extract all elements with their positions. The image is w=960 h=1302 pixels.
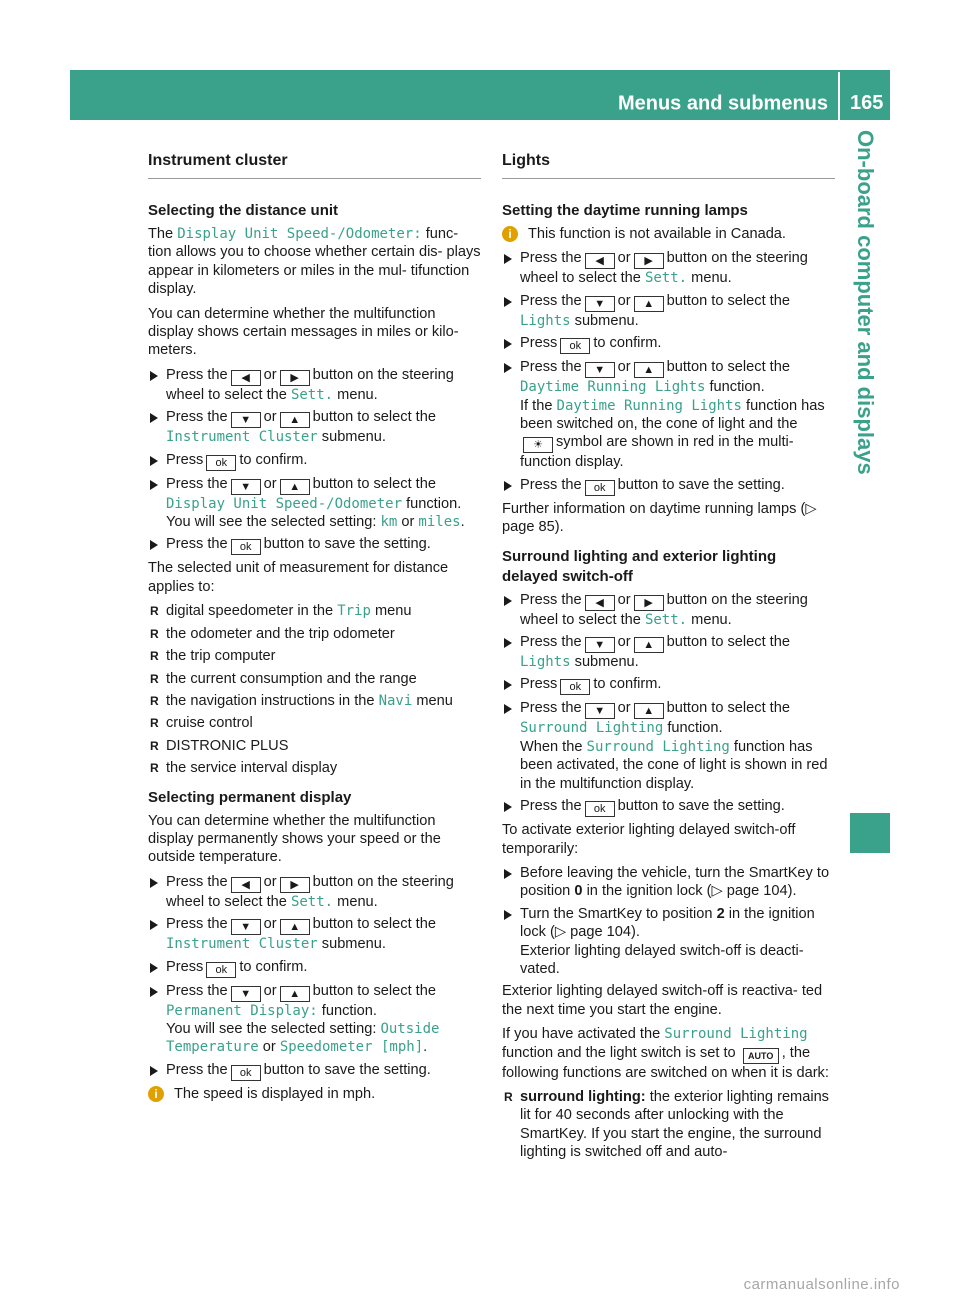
up-arrow-key-icon: ▲ <box>280 412 310 428</box>
section-heading: Lights <box>502 150 835 179</box>
instruction-step: Press the ok button to save the setting. <box>502 797 835 817</box>
list-item: R the service interval display <box>148 759 481 777</box>
instruction-step: Press the ▼ or ▲ button to select the Surround Lighting function. When the Surround Lighting function has been activated, the cone of light is shown in red in the multifunction display. <box>502 699 835 793</box>
header-separator <box>838 72 840 122</box>
instruction-step: Press the ▼ or ▲ button to select the Daytime Running Lights function. If the Daytime Running Lights function has been switched on, the cone of light and the ☀ symbol are shown in red in the multi- function display. <box>502 358 835 472</box>
paragraph: You can determine whether the multifunction display permanently shows your speed or the outside temperature. <box>148 812 441 866</box>
instruction-step: Press the ▼ or ▲ button to select the Lights submenu. <box>502 292 835 330</box>
down-arrow-key-icon: ▼ <box>231 986 261 1002</box>
instruction-step: Press the ◀ or ▶ button on the steering wheel to select the Sett. menu. <box>502 249 835 287</box>
info-icon: i <box>148 1086 164 1102</box>
ok-key-icon: ok <box>585 480 615 496</box>
up-arrow-key-icon: ▲ <box>634 362 664 378</box>
paragraph: The selected unit of measurement for distance applies to: <box>148 560 449 595</box>
info-note: i The speed is displayed in mph. <box>148 1085 481 1103</box>
subsection-title: Surround lighting and exterior lighting delayed switch-off <box>502 547 777 585</box>
menu-item-code: Display Unit Speed-/Odometer: <box>177 226 422 242</box>
list-item: R the current consumption and the range <box>148 670 481 688</box>
ok-key-icon: ok <box>231 1065 261 1081</box>
paragraph: The Display Unit Speed-/Odometer: func- tion allows you to choose whether certain dis- plays appear in kilometers or miles in the mul- tifunction display. <box>148 226 481 298</box>
list-item: R surround lighting: the exterior lighting remains lit for 40 seconds after unlocking with the SmartKey. If you start the engine, the surround lighting is switched off and auto- <box>502 1088 835 1162</box>
list-item: R DISTRONIC PLUS <box>148 737 481 755</box>
instruction-step: Press the ▼ or ▲ button to select the Permanent Display: function. You will see the selected setting: Outside Temperature or Speedometer [mph]. <box>148 982 481 1057</box>
instruction-step: Before leaving the vehicle, turn the SmartKey to position 0 in the ignition lock (▷ page 104). <box>502 864 835 901</box>
paragraph: Exterior lighting delayed switch-off is reactiva- ted the next time you start the engine. <box>502 983 823 1018</box>
right-arrow-key-icon: ▶ <box>634 253 664 269</box>
instruction-step: Press the ◀ or ▶ button on the steering wheel to select the Sett. menu. <box>148 873 481 911</box>
info-note: i This function is not available in Canada. <box>502 225 835 243</box>
header-title <box>550 86 890 122</box>
down-arrow-key-icon: ▼ <box>231 919 261 935</box>
instruction-step: Press the ◀ or ▶ button on the steering wheel to select the Sett. menu. <box>502 591 835 629</box>
instruction-step: Press the ok button to save the setting. <box>502 476 835 496</box>
down-arrow-key-icon: ▼ <box>585 296 615 312</box>
down-arrow-key-icon: ▼ <box>231 479 261 495</box>
subsection-title: Setting the daytime running lamps <box>502 202 748 219</box>
instruction-step: Press the ◀ or ▶ button on the steering wheel to select the Sett. menu. <box>148 366 481 404</box>
subsection-title: Selecting the distance unit <box>148 202 339 219</box>
up-arrow-key-icon: ▲ <box>280 919 310 935</box>
side-tab-label: On-board computer and displays <box>853 130 878 475</box>
down-arrow-key-icon: ▼ <box>585 362 615 378</box>
instruction-step: Press the ▼ or ▲ button to select the Instrument Cluster submenu. <box>148 408 481 446</box>
info-icon: i <box>502 226 518 242</box>
list-item: R digital speedometer in the Trip menu <box>148 602 481 620</box>
ok-key-icon: ok <box>206 962 236 978</box>
instruction-step: Press ok to confirm. <box>148 958 481 978</box>
paragraph: To activate exterior lighting delayed switch-off temporarily: <box>502 822 796 857</box>
down-arrow-key-icon: ▼ <box>231 412 261 428</box>
instruction-step: Turn the SmartKey to position 2 in the ignition lock (▷ page 104). Exterior lighting delayed switch-off is deacti- vated. <box>502 905 835 979</box>
side-tab <box>840 120 890 830</box>
section-heading: Instrument cluster <box>148 150 481 179</box>
left-column <box>148 150 481 1109</box>
right-arrow-key-icon: ▶ <box>280 877 310 893</box>
ok-key-icon: ok <box>560 338 590 354</box>
page-number: 165 <box>850 92 884 115</box>
left-arrow-key-icon: ◀ <box>585 253 615 269</box>
left-arrow-key-icon: ◀ <box>585 595 615 611</box>
down-arrow-key-icon: ▼ <box>585 637 615 653</box>
instruction-step: Press ok to confirm. <box>502 675 835 695</box>
list-item: R cruise control <box>148 714 481 732</box>
instruction-step: Press the ok button to save the setting. <box>148 535 481 555</box>
up-arrow-key-icon: ▲ <box>280 479 310 495</box>
ok-key-icon: ok <box>585 801 615 817</box>
up-arrow-key-icon: ▲ <box>280 986 310 1002</box>
sun-icon: ☀ <box>523 437 553 453</box>
instruction-step: Press the ▼ or ▲ button to select the Display Unit Speed-/Odometer function. You will see the selected setting: km or miles. <box>148 475 481 532</box>
instruction-step: Press ok to confirm. <box>502 334 835 354</box>
list-item: R the navigation instructions in the Navi menu <box>148 692 481 710</box>
up-arrow-key-icon: ▲ <box>634 703 664 719</box>
instruction-step: Press the ▼ or ▲ button to select the Lights submenu. <box>502 633 835 671</box>
instruction-step: Press the ▼ or ▲ button to select the Instrument Cluster submenu. <box>148 915 481 953</box>
paragraph: If you have activated the Surround Lighting function and the light switch is set to AUTO , the following functions are switched on when it is dark: <box>502 1026 829 1081</box>
up-arrow-key-icon: ▲ <box>634 637 664 653</box>
instruction-step: Press the ok button to save the setting. <box>148 1061 481 1081</box>
list-item: R the odometer and the trip odometer <box>148 625 481 643</box>
subsection-title: Selecting permanent display <box>148 788 352 806</box>
ok-key-icon: ok <box>206 455 236 471</box>
right-arrow-key-icon: ▶ <box>634 595 664 611</box>
left-arrow-key-icon: ◀ <box>231 877 261 893</box>
left-arrow-key-icon: ◀ <box>231 370 261 386</box>
auto-light-icon: AUTO <box>743 1048 779 1064</box>
right-column <box>502 150 835 1166</box>
instruction-step: Press ok to confirm. <box>148 451 481 471</box>
ok-key-icon: ok <box>231 539 261 555</box>
watermark: carmanualsonline.info <box>743 1276 900 1293</box>
up-arrow-key-icon: ▲ <box>634 296 664 312</box>
paragraph: You can determine whether the multifunction display shows certain messages in miles or kilo- meters. <box>148 305 459 359</box>
section-title: Menus and submenus <box>617 92 828 115</box>
list-item: R the trip computer <box>148 647 481 665</box>
paragraph: Further information on daytime running lamps (▷ page 85). <box>502 500 817 536</box>
right-arrow-key-icon: ▶ <box>280 370 310 386</box>
down-arrow-key-icon: ▼ <box>585 703 615 719</box>
ok-key-icon: ok <box>560 679 590 695</box>
side-marker <box>850 813 890 853</box>
